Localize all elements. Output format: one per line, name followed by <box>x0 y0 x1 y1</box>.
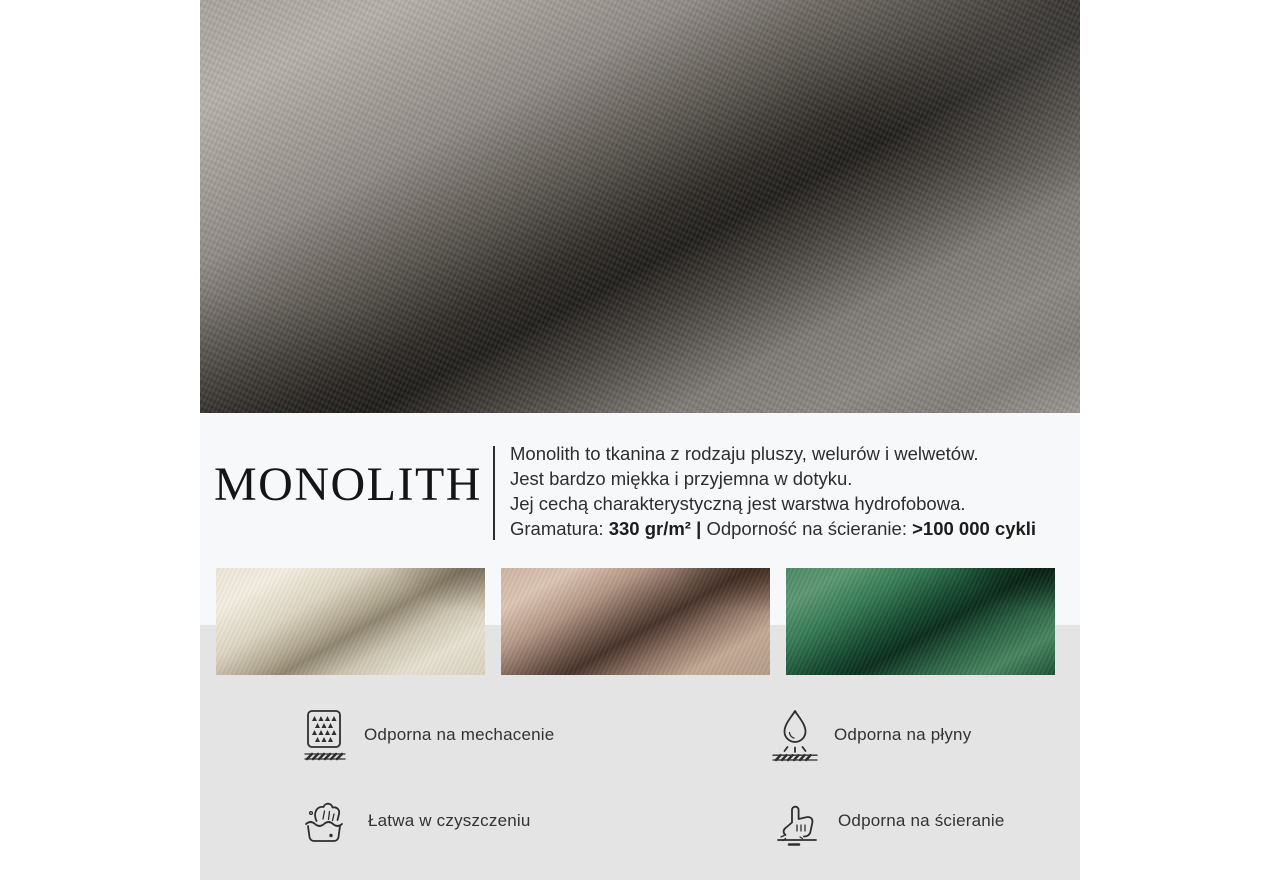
feature-abrasion <box>770 792 1020 850</box>
specs-line <box>510 516 1070 541</box>
vertical-divider <box>493 446 495 540</box>
weight-value: 330 gr/m² <box>608 518 691 539</box>
swatch-row <box>216 568 1055 675</box>
abrasion-label: Odporność na ścieranie: <box>706 518 913 539</box>
swatch-green <box>786 568 1055 675</box>
feature-liquid <box>770 706 1020 764</box>
swatch-taupe <box>501 568 770 675</box>
description-line: Jest bardzo miękka i przyjemna w dotyku. <box>510 468 853 489</box>
feature-cleaning <box>300 792 770 850</box>
fabric-card <box>200 0 1080 880</box>
fabric-description <box>510 441 1070 541</box>
weight-label: Gramatura: <box>510 518 609 539</box>
fabric-photo <box>200 0 1080 413</box>
feature-label: Odporna na mechacenie <box>364 725 555 744</box>
fabric-title: MONOLITH <box>214 458 482 511</box>
swatch-cream <box>216 568 485 675</box>
feature-list <box>300 706 1020 850</box>
feature-label: Łatwa w czyszczeniu <box>368 811 531 830</box>
pilling-resistant-icon <box>300 708 350 762</box>
liquid-resistant-icon <box>770 707 820 763</box>
description-line: Jej cechą charakterystyczną jest warstwa hydrofobowa. <box>510 493 966 514</box>
description-line: Monolith to tkanina z rodzaju pluszy, welurów i welwetów. <box>510 443 979 464</box>
easy-clean-icon <box>300 794 354 848</box>
abrasion-resistant-icon <box>770 794 824 848</box>
feature-pilling <box>300 706 770 764</box>
abrasion-value: >100 000 cykli <box>912 518 1037 539</box>
specs-separator: | <box>690 518 707 539</box>
feature-label: Odporna na płyny <box>834 725 972 744</box>
feature-label: Odporna na ścieranie <box>838 811 1005 830</box>
